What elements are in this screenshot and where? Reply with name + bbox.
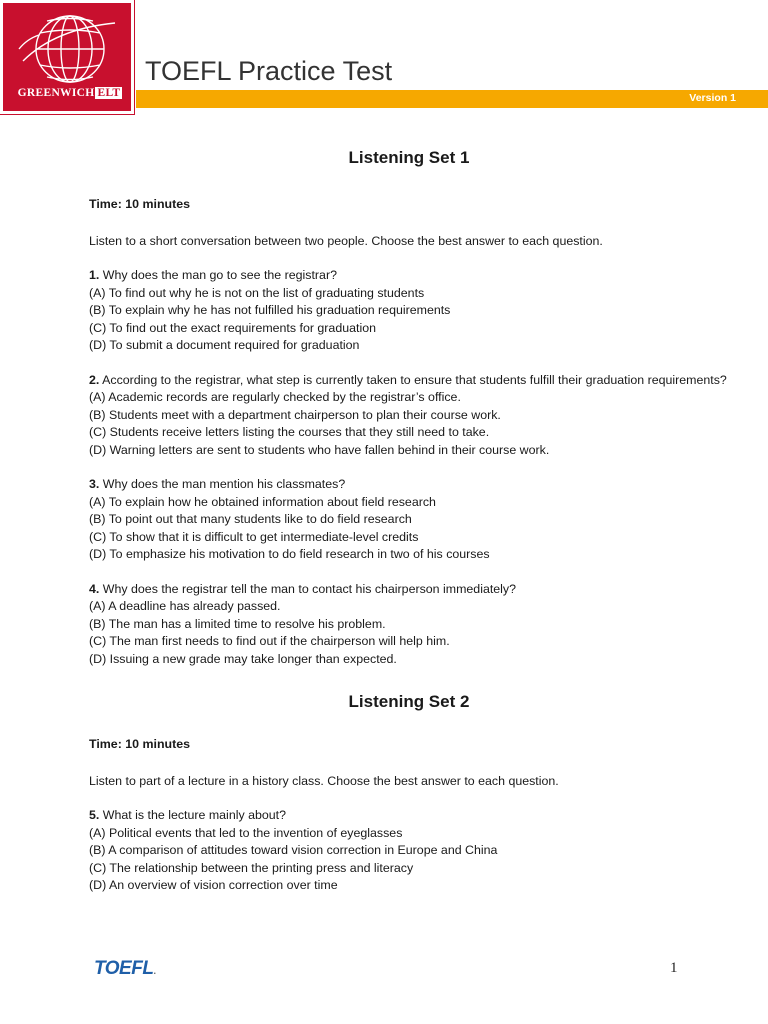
globe-icon: [15, 9, 125, 89]
version-label: Version 1: [689, 92, 736, 104]
option-a[interactable]: (A) To explain how he obtained information about field research: [89, 494, 436, 509]
option-c[interactable]: (C) To show that it is difficult to get intermediate-level credits: [89, 529, 419, 544]
question-stem: [89, 372, 729, 390]
option-d[interactable]: (D) An overview of vision correction over time: [89, 878, 338, 892]
option-d[interactable]: (D) To submit a document required for graduation: [89, 338, 360, 352]
trademark-dot: .: [153, 966, 156, 976]
greenwich-logo: [0, 0, 134, 114]
question-text: According to the registrar, what step is currently taken to ensure that students fulfill their graduation requirements?: [102, 372, 727, 387]
question-3: [89, 476, 729, 564]
question-stem: [89, 807, 729, 825]
option-a[interactable]: (A) Political events that led to the invention of eyeglasses: [89, 825, 403, 840]
question-text: Why does the man mention his classmates?: [102, 477, 346, 491]
question-1: [89, 267, 729, 355]
question-number: 5.: [89, 808, 100, 822]
document-body: [89, 140, 729, 895]
question-stem: [89, 267, 729, 285]
time-limit: Time: 10 minutes: [89, 197, 190, 211]
option-c[interactable]: (C) The relationship between the printing press and literacy: [89, 860, 414, 875]
instruction: Listen to part of a lecture in a history class. Choose the best answer to each question.: [89, 773, 559, 788]
logo-sub: ELT: [97, 87, 121, 99]
toefl-logo: [94, 958, 155, 980]
time-limit: Time: 10 minutes: [89, 737, 190, 751]
option-d[interactable]: (D) To emphasize his motivation to do field research in two of his courses: [89, 547, 490, 561]
option-b[interactable]: (B) To explain why he has not fulfilled his graduation requirements: [89, 303, 451, 317]
question-2: [89, 372, 729, 460]
option-b[interactable]: (B) The man has a limited time to resolve his problem.: [89, 616, 386, 631]
listening-set-1: [89, 146, 729, 668]
set-heading: Listening Set 1: [348, 148, 470, 167]
option-c[interactable]: (C) The man first needs to find out if the chairperson will help him.: [89, 634, 450, 648]
question-text: What is the lecture mainly about?: [102, 808, 286, 822]
option-a[interactable]: (A) A deadline has already passed.: [89, 599, 281, 613]
question-stem: [89, 476, 729, 494]
option-b[interactable]: (B) Students meet with a department chairperson to plan their course work.: [89, 407, 501, 422]
question-stem: [89, 581, 729, 599]
question-text: Why does the man go to see the registrar?: [102, 268, 337, 282]
question-5: [89, 807, 729, 895]
option-d[interactable]: (D) Warning letters are sent to students who have fallen behind in their course work.: [89, 442, 550, 457]
page-number: 1: [670, 960, 678, 976]
question-number: 1.: [89, 268, 100, 282]
question-text: Why does the registrar tell the man to contact his chairperson immediately?: [102, 581, 517, 596]
option-b[interactable]: (B) A comparison of attitudes toward vision correction in Europe and China: [89, 843, 498, 857]
question-4: [89, 581, 729, 669]
toefl-wordmark: TOEFL: [94, 958, 154, 979]
option-a[interactable]: (A) Academic records are regularly checked by the registrar’s office.: [89, 390, 461, 404]
option-a[interactable]: (A) To find out why he is not on the list of graduating students: [89, 285, 425, 300]
logo-brand: GREENWICH: [17, 87, 95, 99]
document-title: TOEFL Practice Test: [145, 56, 393, 86]
set-heading: Listening Set 2: [348, 692, 470, 711]
logo-wordmark: [9, 87, 131, 99]
listening-set-2: [89, 690, 729, 895]
question-number: 4.: [89, 581, 100, 596]
question-number: 2.: [89, 372, 100, 387]
option-c[interactable]: (C) To find out the exact requirements for graduation: [89, 320, 376, 335]
question-number: 3.: [89, 477, 100, 491]
option-d[interactable]: (D) Issuing a new grade may take longer than expected.: [89, 651, 397, 666]
instruction: Listen to a short conversation between two people. Choose the best answer to each question.: [89, 233, 603, 248]
option-c[interactable]: (C) Students receive letters listing the courses that they still need to take.: [89, 425, 490, 439]
version-bar: [136, 90, 768, 108]
option-b[interactable]: (B) To point out that many students like to do field research: [89, 512, 412, 526]
